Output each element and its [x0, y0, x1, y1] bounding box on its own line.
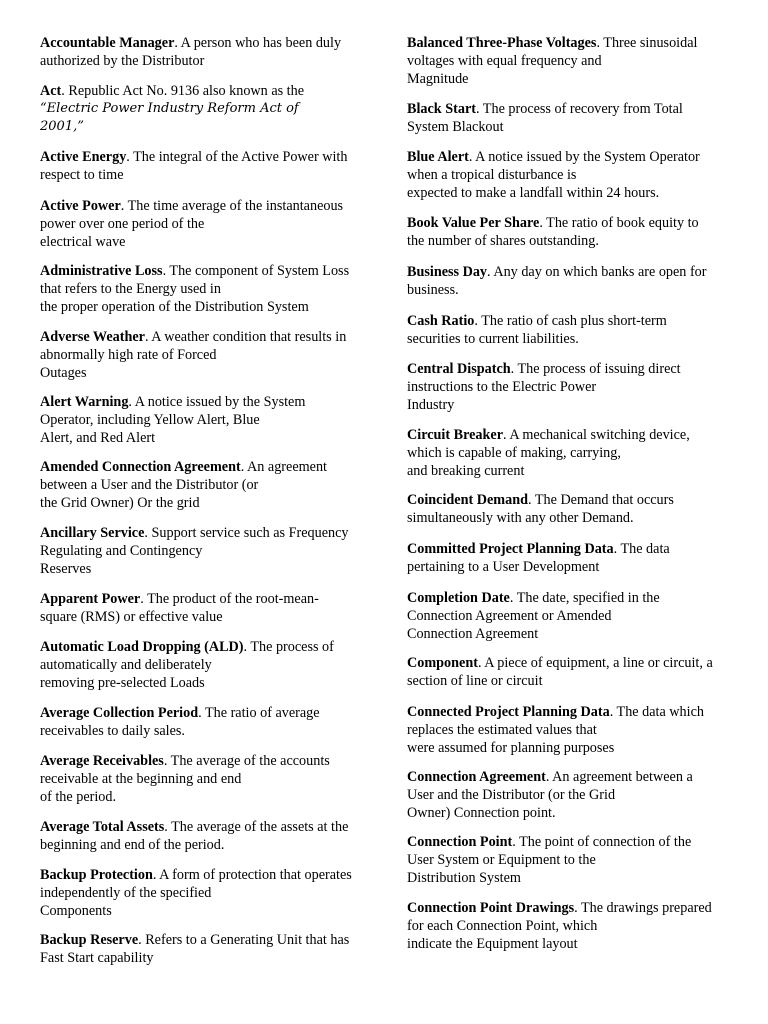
entry-line [407, 833, 691, 851]
glossary-term: Alert Warning [40, 394, 129, 410]
glossary-term: Black Start [407, 101, 476, 117]
entry-line [407, 214, 699, 232]
glossary-definition-italic: “Electric Power Industry Reform Act of [40, 101, 299, 116]
entry-line [40, 34, 341, 52]
glossary-entry [407, 491, 674, 527]
glossary-definition: . The time average of the instantaneous [120, 198, 344, 214]
glossary-entry [40, 818, 348, 854]
glossary-entry [407, 833, 691, 887]
glossary-definition: the proper operation of the Distribution System [40, 299, 309, 315]
entry-line [40, 82, 304, 100]
glossary-definition: receivable at the beginning and end [40, 771, 242, 787]
glossary-definition: Fast Start capability [40, 950, 154, 966]
glossary-entry [40, 704, 320, 740]
glossary-entry [40, 931, 349, 967]
glossary-entry [407, 654, 713, 690]
glossary-definition: independently of the specified [40, 885, 212, 901]
glossary-term: Connection Point [407, 834, 513, 850]
glossary-entry [407, 360, 681, 414]
glossary-definition: beginning and end of the period. [40, 837, 225, 853]
glossary-definition: . The ratio of cash plus short-term [474, 313, 667, 329]
glossary-definition: . Support service such as Frequency [144, 525, 349, 541]
glossary-definition: which is capable of making, carrying, [407, 445, 621, 461]
glossary-entry [407, 899, 712, 953]
glossary-entry [40, 82, 304, 136]
entry-line [40, 704, 320, 722]
glossary-definition: simultaneously with any other Demand. [407, 510, 634, 526]
glossary-term: Automatic Load Dropping (ALD) [40, 639, 244, 655]
entry-line [407, 899, 712, 917]
glossary-definition: receivables to daily sales. [40, 723, 185, 739]
glossary-term: Act [40, 83, 62, 99]
glossary-definition: Owner) Connection point. [407, 805, 556, 821]
glossary-definition: . The data which [609, 704, 704, 720]
glossary-definition: business. [407, 282, 459, 298]
glossary-entry [407, 426, 690, 480]
glossary-term: Active Energy [40, 149, 127, 165]
glossary-definition: Industry [407, 397, 455, 413]
glossary-term: Connected Project Planning Data [407, 704, 610, 720]
glossary-definition: and breaking current [407, 463, 525, 479]
glossary-term: Amended Connection Agreement [40, 459, 241, 475]
glossary-entry [407, 100, 683, 136]
glossary-term: Circuit Breaker [407, 427, 504, 443]
glossary-entry [40, 638, 334, 692]
entry-line [407, 540, 670, 558]
glossary-entry [40, 34, 341, 70]
glossary-definition: . A mechanical switching device, [503, 427, 690, 443]
entry-line [407, 768, 693, 786]
glossary-term: Backup Reserve [40, 932, 139, 948]
glossary-definition: instructions to the Electric Power [407, 379, 597, 395]
glossary-term: Backup Protection [40, 867, 153, 883]
entry-line [40, 458, 327, 476]
glossary-definition: the Grid Owner) Or the grid [40, 495, 200, 511]
glossary-term: Adverse Weather [40, 329, 145, 345]
glossary-entry [407, 312, 667, 348]
entry-line [407, 654, 713, 672]
glossary-definition: . The Demand that occurs [528, 492, 674, 508]
entry-line [40, 393, 305, 411]
glossary-term: Cash Ratio [407, 313, 475, 329]
glossary-term: Business Day [407, 264, 488, 280]
entry-line [40, 148, 347, 166]
glossary-definition: for each Connection Point, which [407, 918, 598, 934]
glossary-definition: power over one period of the [40, 216, 205, 232]
glossary-definition: . The point of connection of the [512, 834, 692, 850]
entry-line [407, 589, 660, 607]
glossary-definition: Regulating and Contingency [40, 543, 203, 559]
entry-line [40, 818, 348, 836]
glossary-definition: . The average of the assets at the [164, 819, 349, 835]
glossary-entry [40, 393, 305, 447]
glossary-definition: . A notice issued by the System [128, 394, 306, 410]
glossary-term: Component [407, 655, 478, 671]
glossary-definition: User and the Distributor (or the Grid [407, 787, 616, 803]
glossary-term: Central Dispatch [407, 361, 511, 377]
glossary-entry [407, 263, 707, 299]
glossary-entry [40, 262, 349, 316]
glossary-definition: User System or Equipment to the [407, 852, 596, 868]
glossary-entry [40, 524, 349, 578]
glossary-definition: . The drawings prepared [574, 900, 712, 916]
glossary-definition: pertaining to a User Development [407, 559, 600, 575]
glossary-term: Average Receivables [40, 753, 164, 769]
glossary-term: Ancillary Service [40, 525, 145, 541]
entry-line [407, 263, 707, 281]
glossary-term: Balanced Three-Phase Voltages [407, 35, 597, 51]
entry-line [407, 148, 700, 166]
entry-line [40, 866, 352, 884]
glossary-definition-italic: 2001,” [40, 119, 84, 134]
entry-line [407, 703, 704, 721]
glossary-definition: automatically and deliberately [40, 657, 212, 673]
entry-line [407, 491, 674, 509]
glossary-entry [40, 752, 330, 806]
glossary-term: Administrative Loss [40, 263, 163, 279]
glossary-definition: the number of shares outstanding. [407, 233, 599, 249]
glossary-entry [407, 589, 660, 643]
glossary-definition: . The integral of the Active Power with [126, 149, 348, 165]
glossary-definition: Alert, and Red Alert [40, 430, 156, 446]
glossary-definition: . The process of recovery from Total [475, 101, 683, 117]
glossary-definition: between a User and the Distributor (or [40, 477, 259, 493]
glossary-definition: Connection Agreement or Amended [407, 608, 612, 624]
glossary-entry [407, 540, 670, 576]
glossary-entry [40, 328, 346, 382]
glossary-entry [40, 590, 319, 626]
glossary-definition: . A person who has been duly [174, 35, 342, 51]
entry-line [407, 34, 697, 52]
entry-line [40, 590, 319, 608]
glossary-definition: square (RMS) or effective value [40, 609, 223, 625]
glossary-definition: . Three sinusoidal [596, 35, 698, 51]
glossary-term: Book Value Per Share [407, 215, 540, 231]
glossary-entry [407, 768, 693, 822]
entry-line [407, 312, 667, 330]
glossary-entry [40, 148, 347, 184]
glossary-term: Average Collection Period [40, 705, 199, 721]
glossary-definition: . Any day on which banks are open for [487, 264, 707, 280]
glossary-definition: authorized by the Distributor [40, 53, 205, 69]
glossary-definition: . A weather condition that results in [144, 329, 347, 345]
glossary-definition: respect to time [40, 167, 124, 183]
glossary-entry [40, 197, 343, 251]
glossary-definition: . The product of the root-mean- [140, 591, 319, 607]
glossary-term: Average Total Assets [40, 819, 165, 835]
glossary-definition: expected to make a landfall within 24 hours. [407, 185, 660, 201]
glossary-definition: . The process of [243, 639, 334, 655]
glossary-definition: Reserves [40, 561, 92, 577]
glossary-term: Active Power [40, 198, 121, 214]
glossary-term: Coincident Demand [407, 492, 528, 508]
glossary-definition: of the period. [40, 789, 117, 805]
glossary-entry [407, 148, 700, 202]
glossary-entry [40, 866, 352, 920]
glossary-definition: that refers to the Energy used in [40, 281, 221, 297]
glossary-definition: Components [40, 903, 112, 919]
glossary-term: Apparent Power [40, 591, 141, 607]
glossary-definition: when a tropical disturbance is [407, 167, 577, 183]
glossary-term: Connection Agreement [407, 769, 546, 785]
entry-line [407, 360, 681, 378]
glossary-definition: . A piece of equipment, a line or circuit, a [477, 655, 713, 671]
glossary-definition: . Refers to a Generating Unit that has [138, 932, 350, 948]
entry-line [40, 638, 334, 656]
glossary-definition: . The component of System Loss [162, 263, 350, 279]
glossary-definition: voltages with equal frequency and [407, 53, 602, 69]
glossary-term: Committed Project Planning Data [407, 541, 614, 557]
glossary-term: Connection Point Drawings [407, 900, 575, 916]
glossary-entry [407, 703, 704, 757]
entry-line [40, 262, 349, 280]
glossary-definition: Operator, including Yellow Alert, Blue [40, 412, 260, 428]
glossary-entry [407, 34, 697, 88]
glossary-definition: . An agreement [240, 459, 327, 475]
glossary-definition: . A notice issued by the System Operator [468, 149, 700, 165]
glossary-definition: . The data [613, 541, 670, 557]
glossary-definition: Distribution System [407, 870, 521, 886]
glossary-definition: securities to current liabilities. [407, 331, 579, 347]
glossary-definition: . An agreement between a [545, 769, 693, 785]
glossary-definition: Outages [40, 365, 87, 381]
glossary-definition: . The ratio of book equity to [539, 215, 699, 231]
entry-line [40, 752, 330, 770]
glossary-entry [40, 458, 327, 512]
glossary-definition: . The process of issuing direct [510, 361, 681, 377]
glossary-definition: removing pre-selected Loads [40, 675, 205, 691]
glossary-definition: indicate the Equipment layout [407, 936, 578, 952]
glossary-term: Completion Date [407, 590, 510, 606]
glossary-definition: abnormally high rate of Forced [40, 347, 217, 363]
glossary-definition: electrical wave [40, 234, 126, 250]
glossary-term: Blue Alert [407, 149, 469, 165]
entry-line [40, 931, 349, 949]
glossary-definition: . The average of the accounts [163, 753, 330, 769]
entry-line [407, 426, 690, 444]
glossary-definition: . Republic Act No. 9136 also known as the [61, 83, 305, 99]
glossary-definition: . A form of protection that operates [152, 867, 352, 883]
entry-line [40, 524, 349, 542]
glossary-entry [407, 214, 699, 250]
glossary-definition: . The ratio of average [198, 705, 320, 721]
glossary-definition: . The date, specified in the [509, 590, 660, 606]
entry-line [40, 197, 343, 215]
glossary-definition: Connection Agreement [407, 626, 539, 642]
glossary-definition: were assumed for planning purposes [407, 740, 615, 756]
glossary-term: Accountable Manager [40, 35, 175, 51]
entry-line [407, 100, 683, 118]
entry-line [40, 328, 346, 346]
glossary-definition: replaces the estimated values that [407, 722, 597, 738]
glossary-definition: section of line or circuit [407, 673, 543, 689]
glossary-definition: System Blackout [407, 119, 504, 135]
glossary-definition: Magnitude [407, 71, 469, 87]
